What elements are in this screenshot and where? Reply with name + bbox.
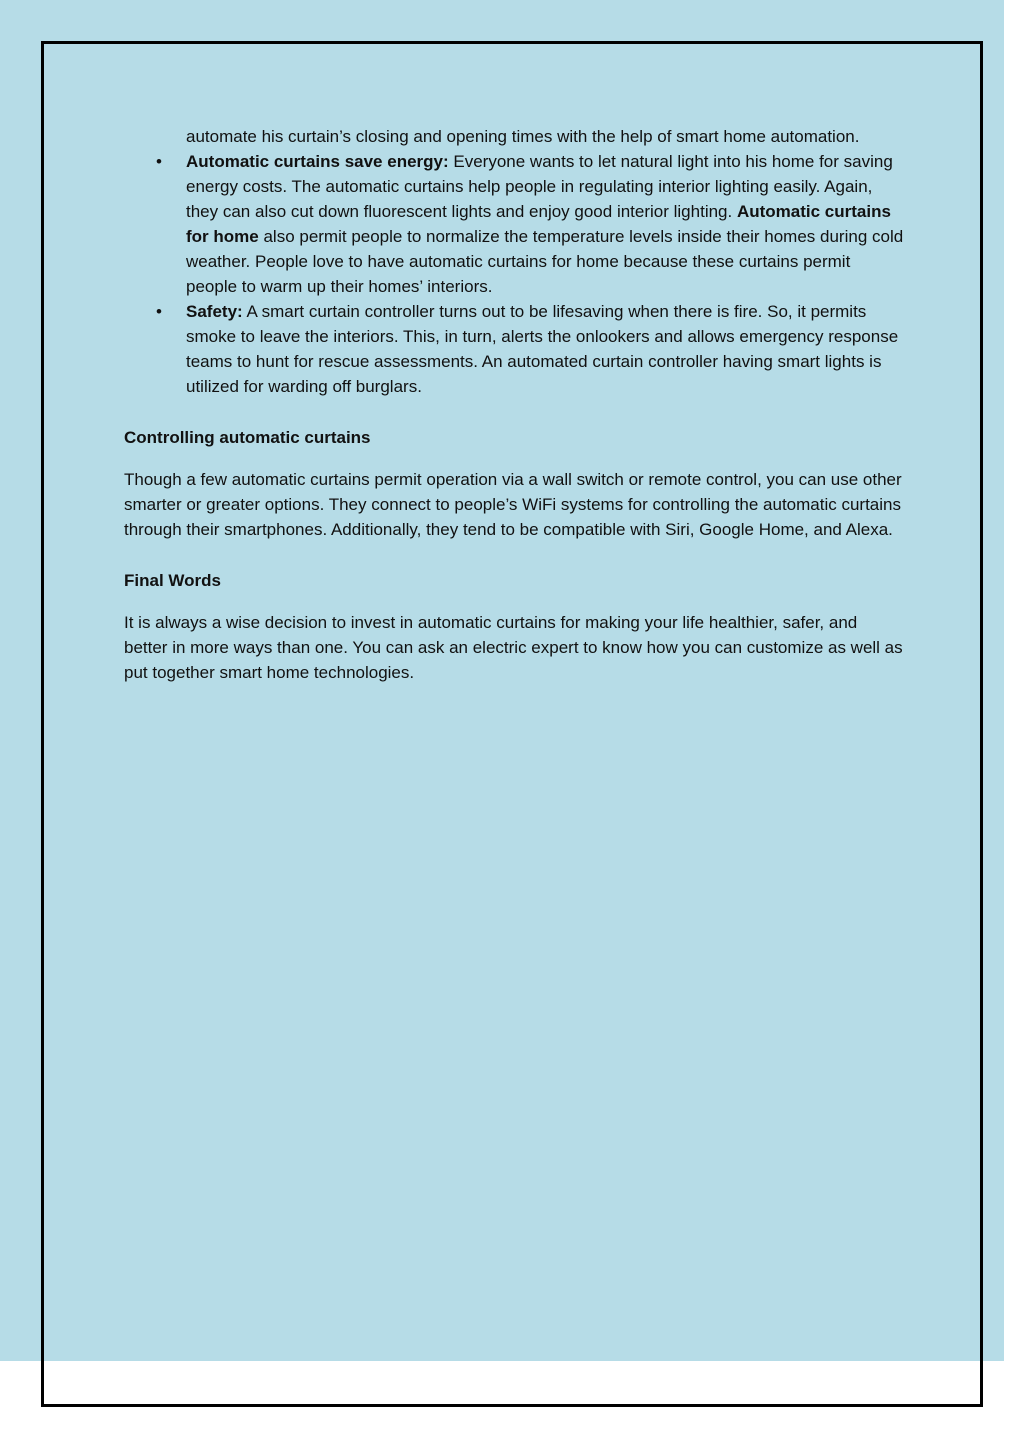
section-body-controlling: Though a few automatic curtains permit operation via a wall switch or remote control, you can use other smarter or greater options. They connect to people’s WiFi systems for controlling the automatic curtains through their smartphones. Additionally, they tend to be compatible with Siri, Google Home, and Alexa. — [124, 470, 902, 539]
list-item-text: Everyone wants to let natural light into his home for saving energy costs. The automatic curtains help people in regulating interior lighting easily. Again, they can also cut down fluorescent lights and enjoy good interior lighting. — [186, 152, 893, 221]
list-item-lead: Safety: — [186, 302, 243, 321]
list-item-safety — [124, 299, 904, 399]
bullet-list — [124, 124, 904, 399]
list-item-text: also permit people to normalize the temperature levels inside their homes during cold weather. People love to have automatic curtains for home because these curtains permit people to warm up their homes’ interiors. — [186, 227, 904, 296]
list-item-lead: Automatic curtains save energy: — [186, 152, 449, 171]
document-content — [124, 124, 904, 685]
list-item-text: A smart curtain controller turns out to be lifesaving when there is fire. So, it permits smoke to leave the interiors. This, in turn, alerts the onlookers and allows emergency response teams to hunt for rescue assessments. An automated curtain controller having smart lights is utilized for warding off burglars. — [186, 302, 899, 396]
list-item-inline-bold: Automatic curtains for home — [186, 202, 891, 246]
bullet-dot-icon: • — [156, 302, 162, 321]
list-item-continuation — [124, 124, 904, 149]
section-heading-final-words: Final Words — [124, 571, 221, 590]
section-body-final-words: It is always a wise decision to invest in automatic curtains for making your life healthier, safer, and better in more ways than one. You can ask an electric expert to know how you can customize as well as put together smart home technologies. — [124, 613, 903, 682]
section-heading-controlling: Controlling automatic curtains — [124, 428, 371, 447]
list-item-energy — [124, 149, 904, 299]
bullet-dot-icon: • — [156, 152, 162, 171]
list-continuation-text: automate his curtain’s closing and opening times with the help of smart home automation. — [186, 127, 860, 146]
